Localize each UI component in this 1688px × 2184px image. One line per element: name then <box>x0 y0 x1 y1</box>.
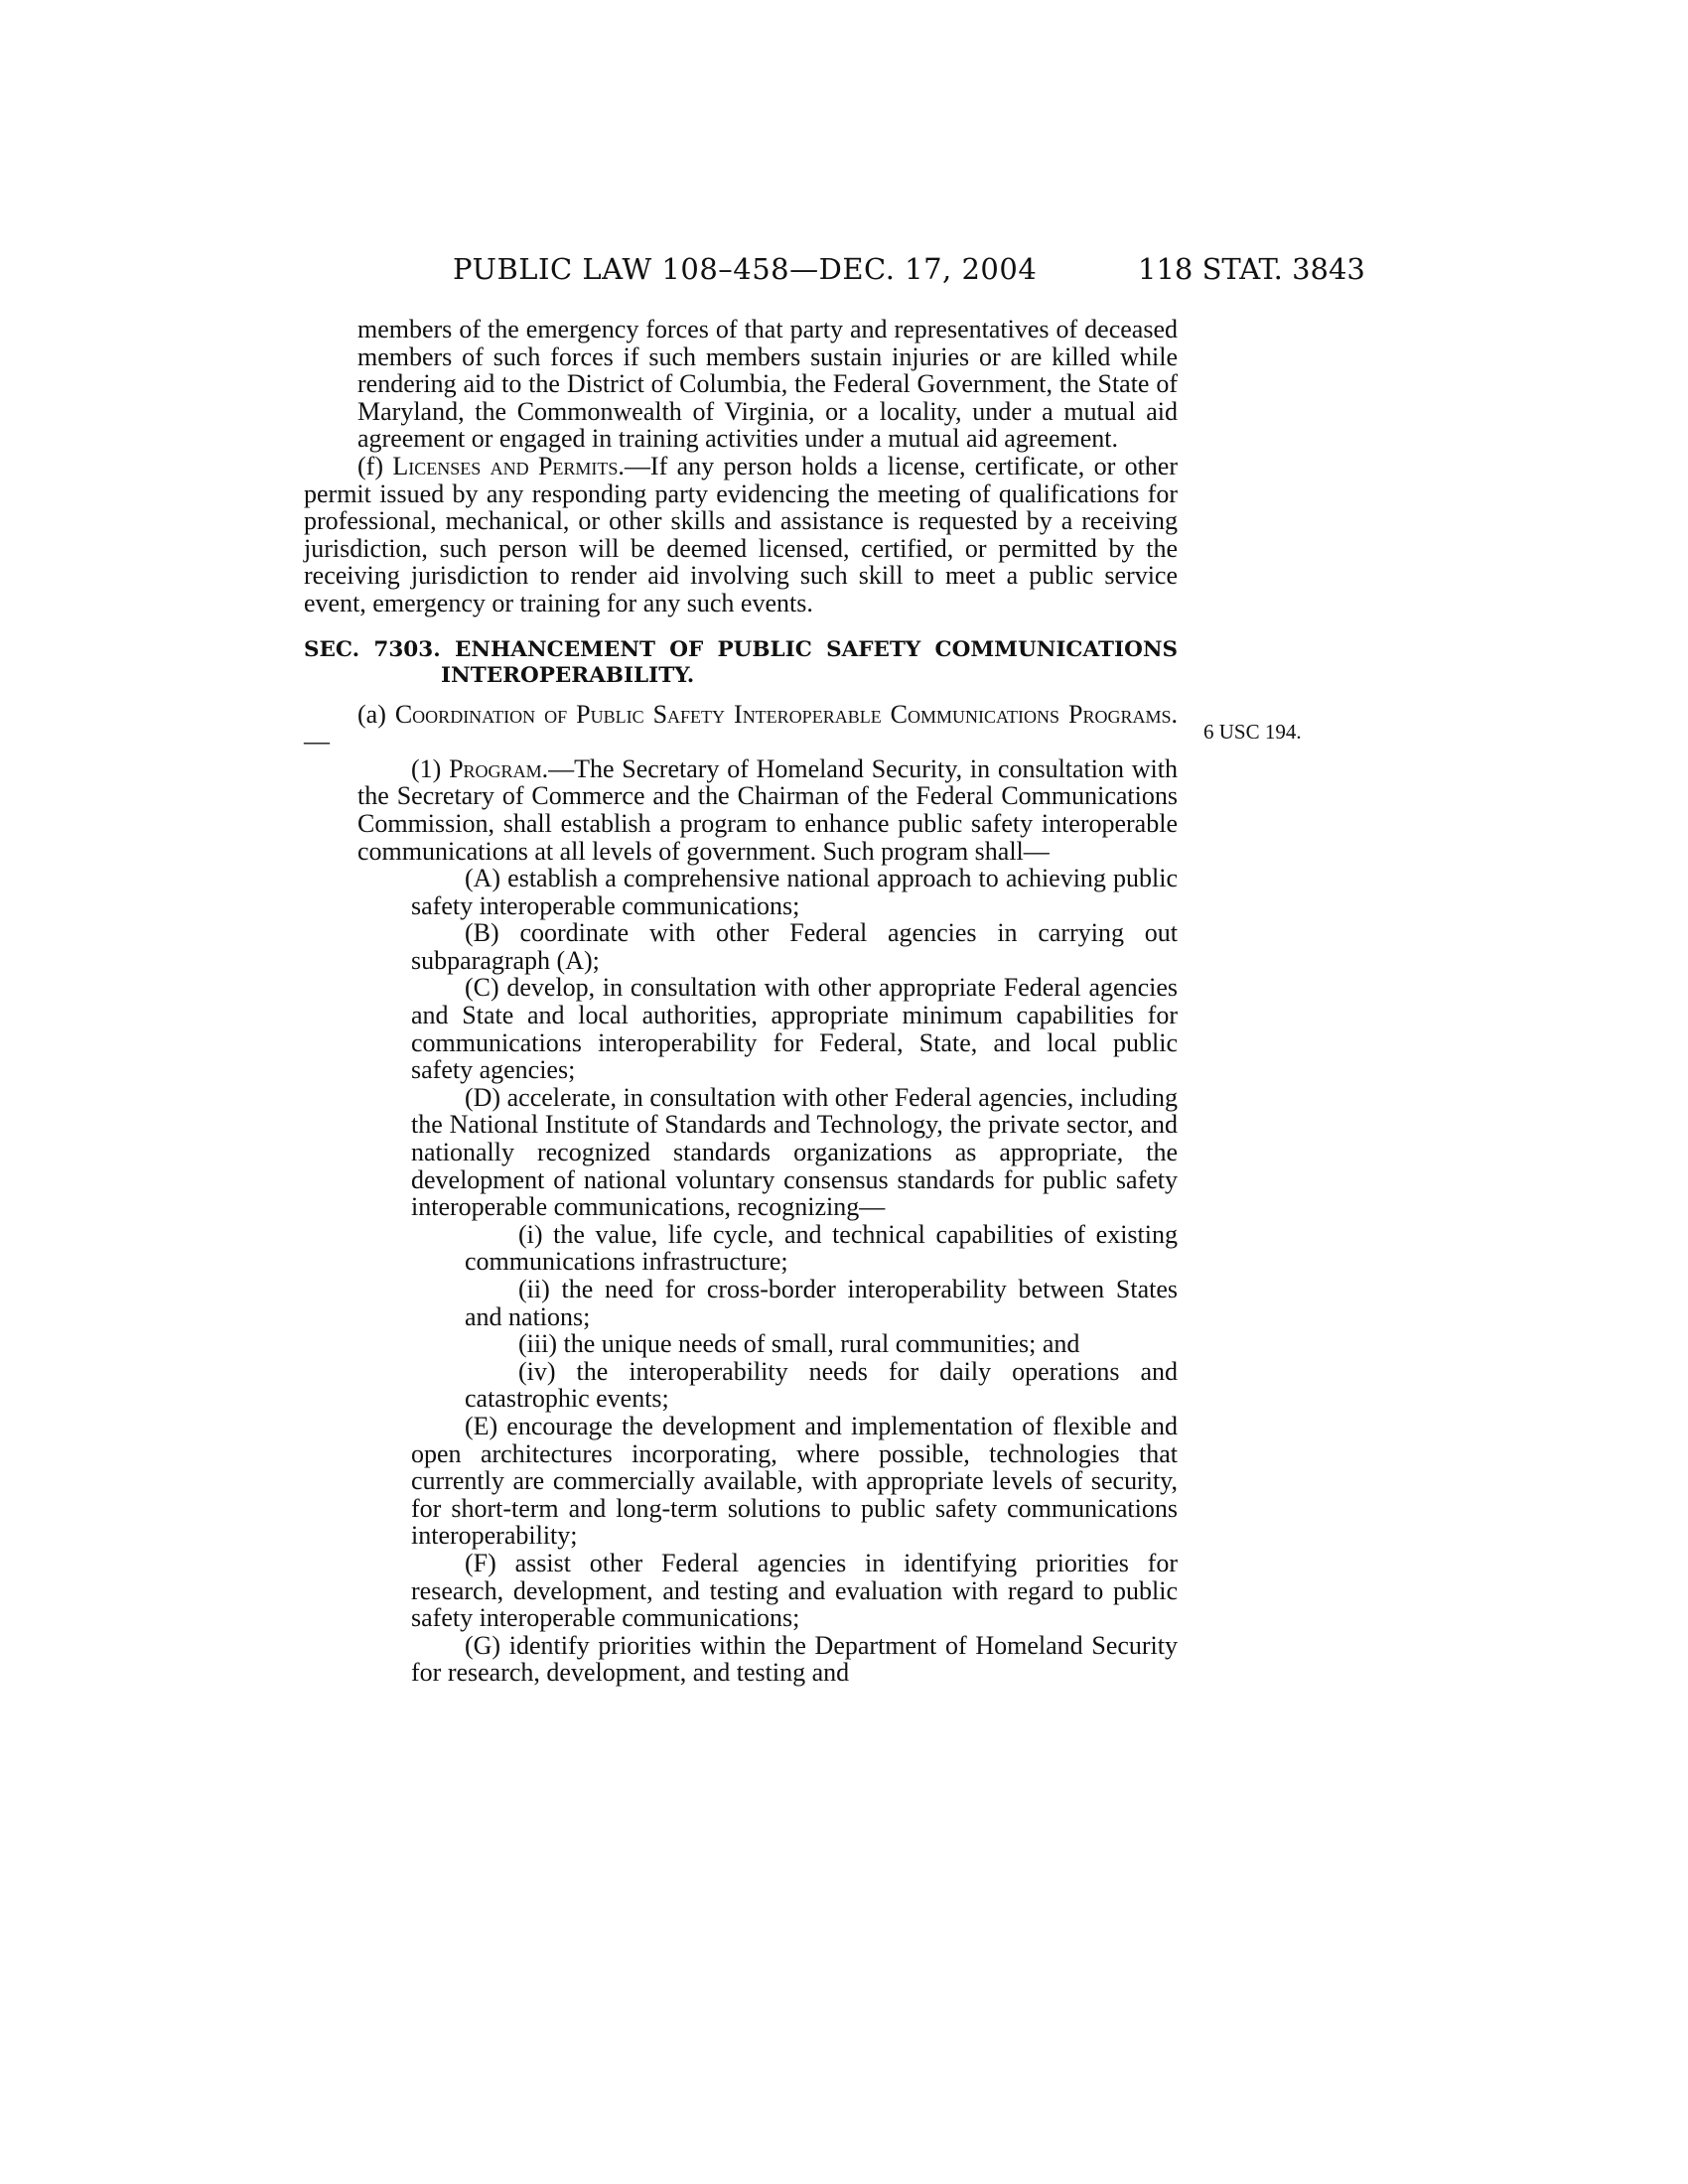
page-header-stat: 118 STAT. 3843 <box>1138 252 1365 286</box>
item-G: (G) identify priorities within the Department of Homeland Security for research, development, and testing and <box>411 1630 1178 1688</box>
subsection-f-heading: Licenses and Permits. <box>392 451 625 480</box>
subsection-a-label: (a) <box>357 699 395 729</box>
section-heading-line2: INTEROPERABILITY. <box>441 662 695 688</box>
item-ii: (ii) the need for cross-border interoperability between States and nations; <box>465 1275 1178 1331</box>
paragraph-1-text: —The Secretary of Homeland Security, in consultation with the Secretary of Commerce and the Chairman of the Federal Communications Commission, shall establish a program to enhance public safety interoperable communications at all levels of government. Such program shall— <box>357 753 1178 866</box>
section-heading-line1: SEC. 7303. ENHANCEMENT OF PUBLIC SAFETY COMMUNICATIONS <box>304 636 1178 662</box>
subsection-a-dash: — <box>304 727 330 756</box>
paragraph-continuation: members of the emergency forces of that party and representatives of deceased members of such forces if such members sustain injuries or are killed while rendering aid to the District of Columbia, the Federal Government, the State of Maryland, the Commonwealth of Virginia, or a locality, under a mutual aid agreement or engaged in training activities under a mutual aid agreement. <box>357 315 1178 454</box>
section-heading <box>304 637 1178 689</box>
subsection-f-label: (f) <box>357 451 393 480</box>
item-D: (D) accelerate, in consultation with other Federal agencies, including the National Institute of Standards and Technology, the private sector, and nationally recognized standards organizations as appropriate, the development of national voluntary consensus standards for public safety interoperable communications, recognizing— <box>411 1082 1178 1222</box>
paragraph-1-label: (1) <box>411 753 450 783</box>
paragraph-1 <box>304 755 1178 865</box>
subsection-a-heading: Coordination of Public Safety Interoperable Communications Programs. <box>394 699 1178 729</box>
subsection-a <box>304 701 1178 755</box>
paragraph-1-heading: Program. <box>449 753 549 783</box>
margin-citation: 6 USC 194. <box>1203 720 1302 744</box>
item-B: (B) coordinate with other Federal agencies in carrying out subparagraph (A); <box>411 918 1178 975</box>
item-iv: (iv) the interoperability needs for daily operations and catastrophic events; <box>465 1356 1178 1414</box>
item-iii: (iii) the unique needs of small, rural communities; and <box>518 1329 1080 1359</box>
subsection-f-text: —If any person holds a license, certificate, or other permit issued by any responding party evidencing the meeting of qualifications for professional, mechanical, or other skills and assistance is requested by a receiving jurisdiction, such person will be deemed licensed, certified, or permitted by the receiving jurisdiction to render aid involving such skill to meet a public service event, emergency or training for any such events. <box>304 451 1179 617</box>
page-header-title: PUBLIC LAW 108–458—DEC. 17, 2004 <box>453 252 1038 286</box>
item-F: (F) assist other Federal agencies in identifying priorities for research, development, and testing and evaluation with regard to public safety interoperable communications; <box>411 1548 1178 1633</box>
document-body <box>304 316 1178 1687</box>
item-i: (i) the value, life cycle, and technical capabilities of existing communications infrastructure; <box>465 1219 1178 1277</box>
item-A: (A) establish a comprehensive national approach to achieving public safety interoperable communications; <box>411 864 1178 920</box>
subsection-f <box>304 453 1178 617</box>
item-E: (E) encourage the development and implementation of flexible and open architectures incorporating, where possible, technologies that currently are commercially available, with appropriate levels of security, for short-term and long-term solutions to public safety communications interoperability; <box>411 1411 1178 1551</box>
item-C: (C) develop, in consultation with other appropriate Federal agencies and State and local authorities, appropriate minimum capabilities for communications interoperability for Federal, State, and local public safety agencies; <box>411 973 1178 1085</box>
